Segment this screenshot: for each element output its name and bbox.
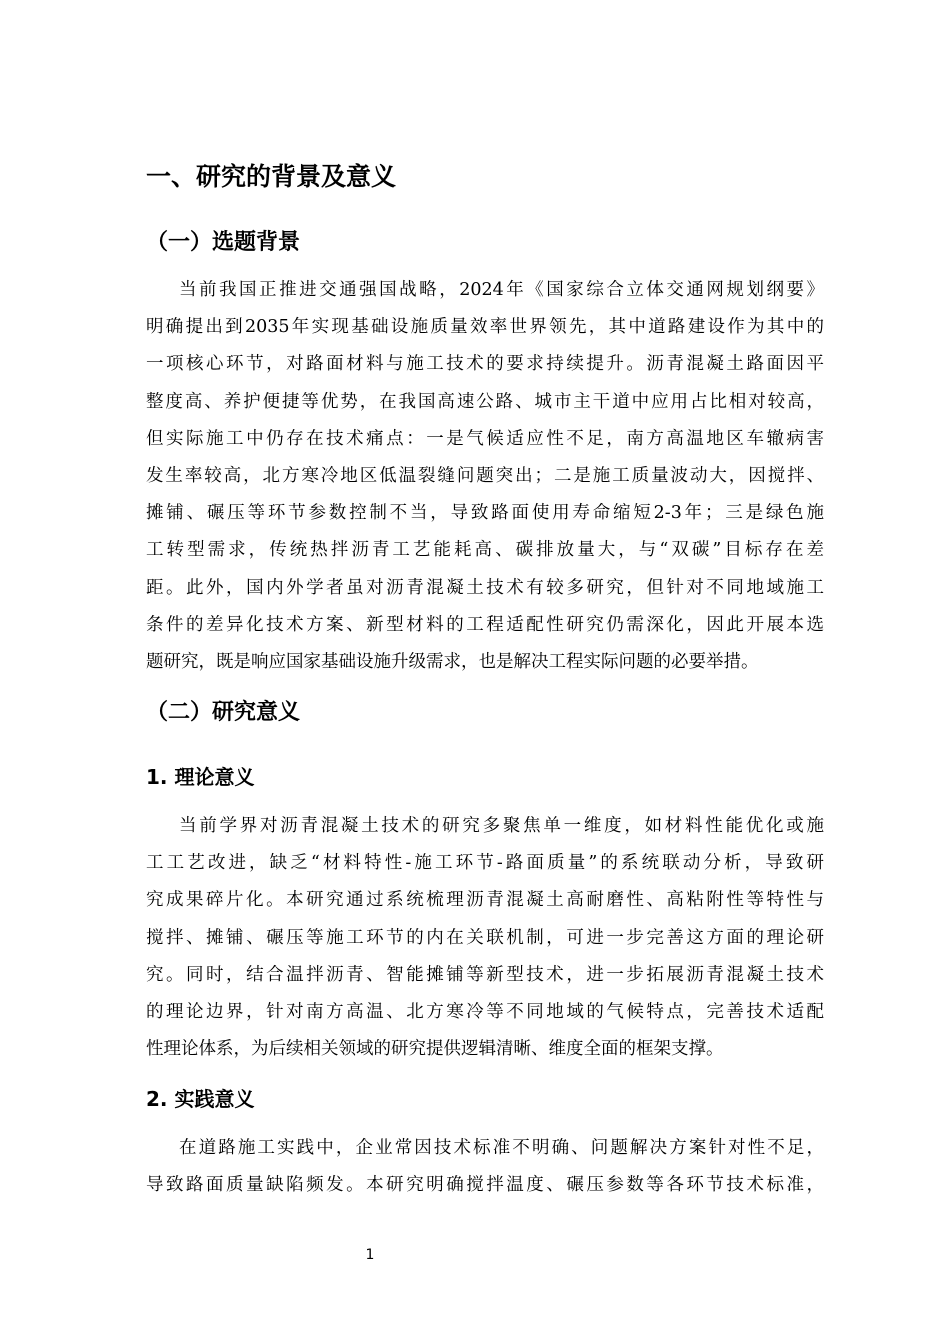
paragraph-line: 性理论体系，为后续相关领域的研究提供逻辑清晰、维度全面的框架支撑。 xyxy=(146,1039,724,1060)
paragraph-line: 明确提出到2035年实现基础设施质量效率世界领先，其中道路建设作为其中的 xyxy=(146,317,824,338)
paragraph-background xyxy=(146,272,824,681)
paragraph-line: 题研究，既是响应国家基础设施升级需求，也是解决工程实际问题的必要举措。 xyxy=(146,651,759,672)
paragraph-line: 距。此外，国内外学者虽对沥青混凝土技术有较多研究，但针对不同地域施工 xyxy=(146,577,824,598)
paragraph-line: 摊铺、碾压等环节参数控制不当，导致路面使用寿命缩短2-3年；三是绿色施 xyxy=(146,503,824,524)
paragraph-line: 条件的差异化技术方案、新型材料的工程适配性研究仍需深化，因此开展本选 xyxy=(146,614,824,635)
paragraph-line: 究成果碎片化。本研究通过系统梳理沥青混凝土高耐磨性、高粘附性等特性与 xyxy=(146,890,824,911)
paragraph-practice xyxy=(146,1130,824,1204)
paragraph-line: 导致路面质量缺陷频发。本研究明确搅拌温度、碾压参数等各环节技术标准， xyxy=(146,1175,824,1196)
paragraph-line: 工转型需求，传统热拌沥青工艺能耗高、碳排放量大，与“双碳”目标存在差 xyxy=(146,540,824,561)
paragraph-line: 工工艺改进，缺乏“材料特性-施工环节-路面质量”的系统联动分析，导致研 xyxy=(146,853,824,874)
paragraph-line: 当前我国正推进交通强国战略，2024年《国家综合立体交通网规划纲要》 xyxy=(179,280,824,300)
page-number: 1 xyxy=(365,1247,375,1263)
section-title-background: （一）选题背景 xyxy=(146,230,301,255)
paragraph-theory xyxy=(146,808,824,1068)
subsection-title-theory: 1. 理论意义 xyxy=(146,765,255,789)
main-heading: 一、研究的背景及意义 xyxy=(146,162,397,191)
paragraph-line: 的理论边界，针对南方高温、北方寒冷等不同地域的气候特点，完善技术适配 xyxy=(146,1001,824,1022)
paragraph-line: 但实际施工中仍存在技术痛点：一是气候适应性不足，南方高温地区车辙病害 xyxy=(146,428,824,449)
paragraph-line: 当前学界对沥青混凝土技术的研究多聚焦单一维度，如材料性能优化或施 xyxy=(179,816,824,836)
paragraph-line: 究。同时，结合温拌沥青、智能摊铺等新型技术，进一步拓展沥青混凝土技术 xyxy=(146,964,824,985)
subsection-title-practice: 2. 实践意义 xyxy=(146,1087,255,1111)
paragraph-line: 在道路施工实践中，企业常因技术标准不明确、问题解决方案针对性不足， xyxy=(179,1138,824,1158)
paragraph-line: 发生率较高，北方寒冷地区低温裂缝问题突出；二是施工质量波动大，因搅拌、 xyxy=(146,465,824,486)
paragraph-line: 整度高、养护便捷等优势，在我国高速公路、城市主干道中应用占比相对较高， xyxy=(146,391,824,412)
paragraph-line: 搅拌、摊铺、碾压等施工环节的内在关联机制，可进一步完善这方面的理论研 xyxy=(146,927,824,948)
paragraph-line: 一项核心环节，对路面材料与施工技术的要求持续提升。沥青混凝土路面因平 xyxy=(146,354,824,375)
section-title-significance: （二）研究意义 xyxy=(146,700,301,725)
